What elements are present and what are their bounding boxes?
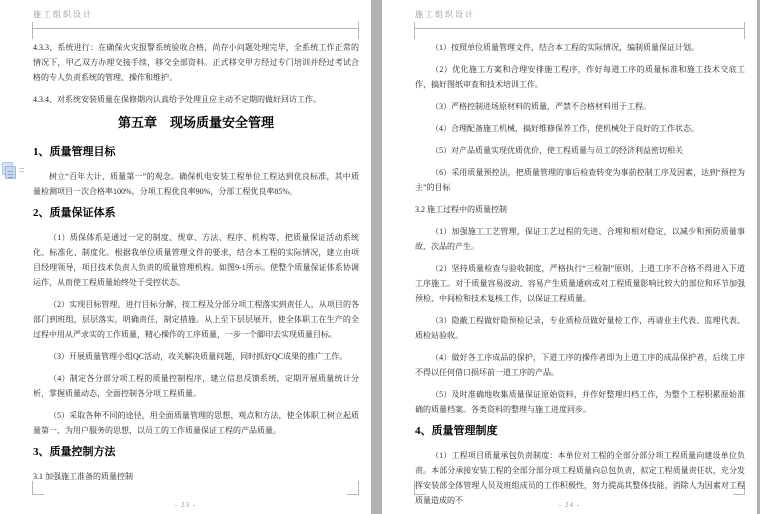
paragraph[interactable]: （3）严格控制进场原材料的质量，严禁不合格材料用于工程。 <box>431 102 651 111</box>
sheet-front-icon <box>5 166 16 179</box>
section-heading[interactable]: 1、质量管理目标 <box>33 146 116 158</box>
paragraph[interactable]: 4.3.4、对系统安装质量在保修期内认真给予处理且应主动不定期的做好回访工作。 <box>33 95 321 104</box>
header-rule <box>33 28 359 29</box>
page-header-text: 施工组织设计 <box>415 10 475 19</box>
paragraph[interactable]: （1）按照单位质量管理文件，结合本工程的实际情况，编制质量保证计划。 <box>431 43 699 52</box>
paragraph[interactable]: 4.3.3、系统进行：在确保火灾报警系统验收合格，尚存小问题处理完毕，全系统工作正常的情况下，甲乙双方办理交接手续，移交全部资料。正式移交甲方经过专门培训并经过考试合格的专人负责系统的管理、操作和维护。 <box>33 43 359 82</box>
paragraph[interactable]: 树立“百年大计、质量第一”的观念。确保机电安装工程单位工程达到优良标准，其中质量检测项目一次合格率100%，分项工程优良率90%，分部工程优良率85%。 <box>33 172 359 196</box>
paragraph[interactable]: （5）对产品质量实现优质优价，使工程质量与员工的经济利益密切相关 <box>431 146 683 155</box>
paragraph[interactable]: （5）采取各种不同的途径，用全面质量管理的思想、观点和方法，使全体职工树立起质量第一、为用户服务的思想，以员工的工作质量保证工程的产品质量。 <box>33 411 359 435</box>
paragraph[interactable]: （1）加强施工工艺管理，保证工艺过程的先进、合理和相对稳定，以减少和预防质量事故、次品的产生。 <box>415 227 745 251</box>
paragraph[interactable]: （4）做好各工序成品的保护，下道工序的操作者即为上道工序的成品保护者，后续工序不得以任何借口损坏前一道工序的产品。 <box>415 353 745 377</box>
page-number: - 24 - <box>558 501 581 509</box>
crop-mark-top-left <box>414 22 415 39</box>
paragraph[interactable]: （1）工程项目质量承包负责制度：本单位对工程的全部分部分项工程质量向建设单位负责。本部分承接安装工程的全部分部分项工程质量向总包负责，拟定工程质量责任状，充分发挥安装部全体管理人员及班组成员的工作积极性，努力提高其整体技能，消除人为因素对工程质量造成的不 <box>415 451 745 505</box>
page-23[interactable] <box>0 0 371 514</box>
paragraph[interactable]: （3）隐蔽工程做好隐预检记录，专业质检员做好量检工作，再请业主代表、监理代表、质检站验收。 <box>415 316 745 340</box>
header-rule <box>415 28 745 29</box>
page-body <box>33 40 359 491</box>
paragraph[interactable]: （2）优化施工方案和合理安排施工程序，作好每道工序的质量标准和施工技术交底工作，搞好图纸审查和技术培训工作。 <box>415 65 745 89</box>
page-header-text: 施工组织设计 <box>33 10 93 19</box>
anchor-cursor-mark <box>19 168 24 172</box>
page-24[interactable] <box>382 0 757 514</box>
paragraph[interactable]: （2）实现目标管理，进行目标分解，按工程及分部分项工程落实到责任人，从项目的各部门到班组，层层落实，明确责任，制定措施。从上至下层层展开，使全体职工在生产的全过程中用从严求实的工作质量，精心操作的工序质量，一步一个脚印去实现质量目标。 <box>33 300 359 339</box>
paragraph[interactable]: （4）制定各分部分项工程的质量控制程序，建立信息反馈系统，定期开展质量统计分析，掌握质量动态，全面控制各分项工程质量。 <box>33 374 359 398</box>
section-heading[interactable]: 3、质量控制方法 <box>33 446 116 458</box>
section-heading[interactable]: 2、质量保证体系 <box>33 207 116 219</box>
subsection-heading[interactable]: 3.1 加强施工准备的质量控制 <box>33 472 133 481</box>
section-heading[interactable]: 4、质量管理制度 <box>415 425 498 437</box>
paragraph[interactable]: （4）合理配备施工机械，搞好维修保养工作，使机械处于良好的工作状态。 <box>431 124 699 133</box>
page-number: - 23 - <box>174 501 197 509</box>
paragraph[interactable]: （3）开展质量管理小组QC活动，攻关解决质量问题，同时抓好QC成果的推广工作。 <box>49 352 348 361</box>
page-body <box>415 40 745 514</box>
crop-mark-top-right <box>358 22 359 39</box>
paragraph[interactable]: （2）坚持质量检查与验收制度，严格执行“三检制”原则，上道工序不合格不得进入下道工序施工。对于质量容易波动、容易产生质量通病或对工程质量影响比较大的部位和环节加强预检、中间检和技术复核工作，以保证工程质量。 <box>415 264 745 303</box>
subsection-heading[interactable]: 3.2 施工过程中的质量控制 <box>415 205 507 214</box>
paragraph[interactable]: （6）采用质量预控法，把质量管理的事后检查转变为事前控制工序及因素，达到“预控为主”的目标 <box>415 168 745 192</box>
paragraph[interactable]: （1）质保体系是通过一定的制度、规章、方法、程序、机构等，把质量保证活动系统化、标准化、制度化。根据我单位质量管理文件的要求，结合本工程的实际情况，建立由项目经理领导，项目技术负责人负责的质量管理机构。如图9-1所示。使整个质量保证体系协调运作，从而使工程质量始终处于受控状态。 <box>33 233 359 287</box>
paragraph[interactable]: （5）及时准确地收集质量保证原始资料，并作好整理归档工作，为整个工程积累原始准确的质量档案。各类资料的整理与施工进度同步。 <box>415 390 745 414</box>
crop-mark-top-right <box>744 22 745 39</box>
object-anchor-icon[interactable] <box>2 162 16 179</box>
crop-mark-top-left <box>32 22 33 39</box>
chapter-heading[interactable]: 第五章 现场质量安全管理 <box>117 115 274 130</box>
